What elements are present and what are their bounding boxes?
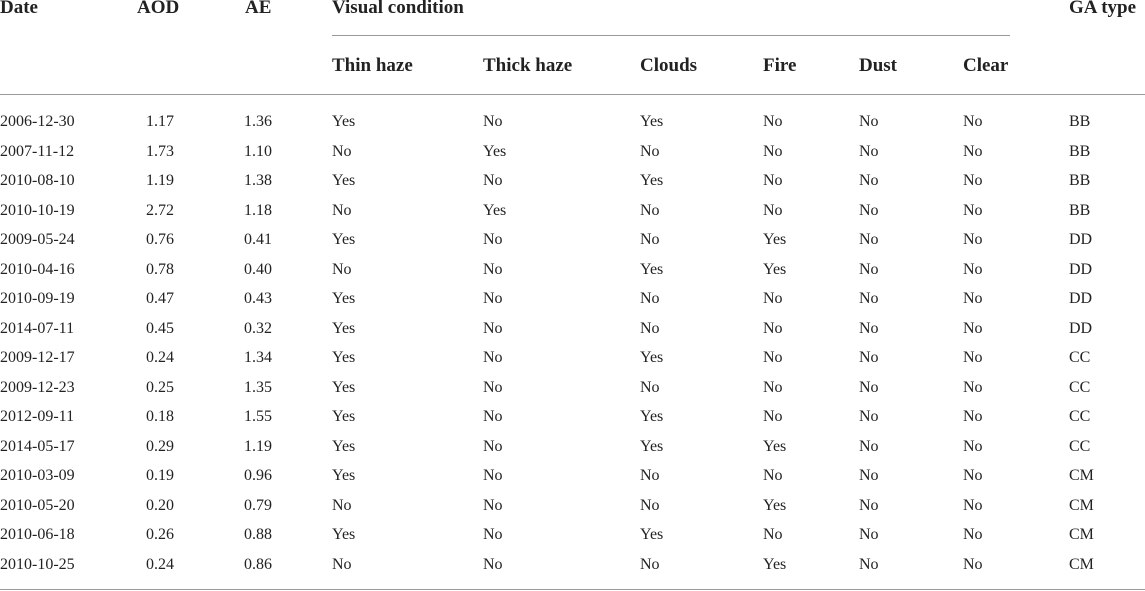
cell-fire: No: [763, 201, 783, 219]
cell-dust: No: [859, 113, 879, 130]
cell-aod: 0.25: [146, 378, 174, 396]
cell-thin-haze: Yes: [332, 172, 356, 189]
table-row: [0, 196, 1145, 226]
cell-thick-haze: No: [483, 496, 503, 514]
table-row: [0, 255, 1145, 285]
cell-clouds: Yes: [640, 172, 664, 189]
cell-thick-haze: No: [483, 260, 503, 278]
cell-thick-haze: Yes: [483, 201, 507, 219]
cell-ga-type: CM: [1069, 555, 1094, 573]
cell-fire: No: [763, 142, 783, 160]
table-row: [0, 314, 1145, 344]
cell-clear: No: [963, 172, 983, 189]
table-row: [0, 461, 1145, 491]
cell-ga-type: DD: [1069, 319, 1093, 337]
cell-ae: 1.38: [244, 172, 272, 189]
cell-ga-type: BB: [1069, 172, 1091, 189]
cell-dust: No: [859, 290, 879, 307]
cell-ga-type: DD: [1069, 290, 1093, 307]
cell-ae: 0.86: [244, 555, 272, 573]
cell-aod: 0.47: [146, 290, 174, 307]
table-row: [0, 284, 1145, 314]
cell-clouds: Yes: [640, 349, 664, 366]
cell-clouds: No: [640, 201, 660, 219]
table-row: [0, 402, 1145, 432]
table-row: [0, 520, 1145, 550]
cell-ga-type: CM: [1069, 467, 1094, 484]
cell-dust: No: [859, 260, 879, 278]
cell-fire: Yes: [763, 555, 787, 573]
table-row: [0, 225, 1145, 255]
cell-clouds: Yes: [640, 408, 664, 425]
cell-thick-haze: No: [483, 408, 503, 425]
cell-ae: 0.79: [244, 496, 272, 514]
cell-clouds: No: [640, 142, 660, 160]
cell-clouds: No: [640, 496, 660, 514]
cell-thick-haze: No: [483, 172, 503, 189]
cell-dust: No: [859, 349, 879, 366]
cell-fire: No: [763, 349, 783, 366]
cell-dust: No: [859, 378, 879, 396]
cell-clear: No: [963, 201, 983, 219]
cell-thin-haze: Yes: [332, 437, 356, 455]
cell-ga-type: CC: [1069, 349, 1091, 366]
header-ae: AE: [245, 0, 272, 18]
cell-date: 2014-05-17: [0, 437, 75, 455]
cell-clear: No: [963, 142, 983, 160]
cell-ae: 1.35: [244, 378, 272, 396]
cell-clear: No: [963, 437, 983, 455]
cell-ga-type: CC: [1069, 437, 1091, 455]
cell-thin-haze: Yes: [332, 408, 356, 425]
cell-aod: 0.18: [146, 408, 174, 425]
cell-ae: 0.96: [244, 467, 272, 484]
table-row: [0, 343, 1145, 373]
cell-clear: No: [963, 319, 983, 337]
header-bottom-rule: [0, 94, 1145, 95]
cell-fire: Yes: [763, 437, 787, 455]
header-aod: AOD: [137, 0, 180, 18]
cell-ae: 0.32: [244, 319, 272, 337]
cell-date: 2010-06-18: [0, 526, 75, 543]
cell-date: 2010-05-20: [0, 496, 75, 514]
cell-clouds: Yes: [640, 437, 664, 455]
table-row: [0, 107, 1145, 137]
cell-aod: 0.24: [146, 349, 174, 366]
cell-thin-haze: Yes: [332, 113, 356, 130]
cell-dust: No: [859, 172, 879, 189]
header-thin-haze: Thin haze: [332, 55, 413, 76]
table-row: [0, 166, 1145, 196]
table-row: [0, 137, 1145, 167]
cell-date: 2012-09-11: [0, 408, 75, 425]
cell-dust: No: [859, 526, 879, 543]
cell-ga-type: CM: [1069, 496, 1094, 514]
cell-thick-haze: Yes: [483, 142, 507, 160]
header-date: Date: [0, 0, 38, 18]
cell-ga-type: CC: [1069, 408, 1091, 425]
table-row: [0, 373, 1145, 403]
cell-dust: No: [859, 142, 879, 160]
table-bottom-rule: [0, 589, 1145, 590]
cell-clear: No: [963, 113, 983, 130]
cell-ga-type: CC: [1069, 378, 1091, 396]
cell-thin-haze: No: [332, 260, 352, 278]
cell-fire: No: [763, 467, 783, 484]
header-visual-condition: Visual condition: [332, 0, 464, 18]
cell-date: 2014-07-11: [0, 319, 75, 337]
cell-thin-haze: No: [332, 201, 352, 219]
cell-aod: 0.26: [146, 526, 174, 543]
cell-date: 2010-04-16: [0, 260, 75, 278]
cell-clouds: Yes: [640, 526, 664, 543]
cell-thin-haze: Yes: [332, 467, 356, 484]
cell-clear: No: [963, 378, 983, 396]
cell-aod: 1.19: [146, 172, 174, 189]
cell-clear: No: [963, 349, 983, 366]
cell-thick-haze: No: [483, 437, 503, 455]
cell-clear: No: [963, 496, 983, 514]
cell-ae: 1.19: [244, 437, 272, 455]
table-row: [0, 491, 1145, 521]
cell-ae: 0.40: [244, 260, 272, 278]
cell-ga-type: DD: [1069, 231, 1093, 248]
cell-dust: No: [859, 319, 879, 337]
cell-ga-type: BB: [1069, 201, 1091, 219]
cell-aod: 1.73: [146, 142, 174, 160]
header-dust: Dust: [859, 55, 898, 76]
header-thick-haze: Thick haze: [483, 55, 573, 76]
cell-fire: No: [763, 290, 783, 307]
cell-fire: No: [763, 408, 783, 425]
cell-clear: No: [963, 260, 983, 278]
cell-ae: 0.43: [244, 290, 272, 307]
table-row: [0, 550, 1145, 580]
cell-dust: No: [859, 437, 879, 455]
cell-clouds: No: [640, 378, 660, 396]
cell-aod: 0.45: [146, 319, 174, 337]
cell-ga-type: BB: [1069, 142, 1091, 160]
cell-thick-haze: No: [483, 378, 503, 396]
cell-aod: 0.29: [146, 437, 174, 455]
cell-thin-haze: Yes: [332, 526, 356, 543]
header-clouds: Clouds: [640, 55, 698, 76]
cell-fire: No: [763, 319, 783, 337]
cell-dust: No: [859, 555, 879, 573]
cell-fire: No: [763, 378, 783, 396]
cell-date: 2009-05-24: [0, 231, 75, 248]
cell-ae: 1.10: [244, 142, 272, 160]
cell-ga-type: BB: [1069, 113, 1091, 130]
cell-clear: No: [963, 231, 983, 248]
cell-clouds: Yes: [640, 260, 664, 278]
cell-dust: No: [859, 201, 879, 219]
header-fire: Fire: [763, 55, 797, 76]
cell-dust: No: [859, 467, 879, 484]
cell-thick-haze: No: [483, 555, 503, 573]
cell-thin-haze: Yes: [332, 378, 356, 396]
cell-ae: 1.36: [244, 113, 272, 130]
cell-thin-haze: No: [332, 142, 352, 160]
cell-ae: 1.34: [244, 349, 272, 366]
cell-aod: 0.24: [146, 555, 174, 573]
cell-date: 2010-09-19: [0, 290, 75, 307]
cell-thick-haze: No: [483, 231, 503, 248]
cell-thin-haze: No: [332, 555, 352, 573]
cell-clear: No: [963, 555, 983, 573]
header-clear: Clear: [963, 55, 1009, 76]
cell-thick-haze: No: [483, 113, 503, 130]
cell-fire: Yes: [763, 231, 787, 248]
cell-date: 2010-10-25: [0, 555, 75, 573]
cell-thick-haze: No: [483, 526, 503, 543]
cell-clouds: No: [640, 231, 660, 248]
cell-ga-type: DD: [1069, 260, 1093, 278]
cell-thick-haze: No: [483, 290, 503, 307]
cell-ae: 1.18: [244, 201, 272, 219]
cell-fire: No: [763, 526, 783, 543]
cell-date: 2010-10-19: [0, 201, 75, 219]
cell-date: 2010-08-10: [0, 172, 75, 189]
cell-thin-haze: Yes: [332, 231, 356, 248]
cell-thick-haze: No: [483, 467, 503, 484]
cell-clouds: No: [640, 290, 660, 307]
header-ga-type: GA type: [1069, 0, 1137, 18]
cell-aod: 0.76: [146, 231, 174, 248]
cell-thin-haze: Yes: [332, 319, 356, 337]
table-row: [0, 432, 1145, 462]
cell-clouds: No: [640, 467, 660, 484]
cell-aod: 0.20: [146, 496, 174, 514]
cell-ga-type: CM: [1069, 526, 1094, 543]
cell-aod: 0.78: [146, 260, 174, 278]
cell-aod: 1.17: [146, 113, 174, 130]
cell-thin-haze: Yes: [332, 290, 356, 307]
cell-clear: No: [963, 526, 983, 543]
cell-dust: No: [859, 408, 879, 425]
visual-condition-rule: [332, 35, 1010, 36]
cell-dust: No: [859, 231, 879, 248]
cell-thick-haze: No: [483, 349, 503, 366]
cell-thick-haze: No: [483, 319, 503, 337]
cell-clear: No: [963, 467, 983, 484]
cell-date: 2010-03-09: [0, 467, 75, 484]
cell-fire: No: [763, 113, 783, 130]
cell-fire: Yes: [763, 260, 787, 278]
cell-clouds: Yes: [640, 113, 664, 130]
cell-clear: No: [963, 290, 983, 307]
cell-clouds: No: [640, 319, 660, 337]
cell-date: 2006-12-30: [0, 113, 75, 130]
cell-clouds: No: [640, 555, 660, 573]
cell-ae: 0.88: [244, 526, 272, 543]
cell-ae: 0.41: [244, 231, 272, 248]
cell-dust: No: [859, 496, 879, 514]
cell-date: 2009-12-23: [0, 378, 75, 396]
cell-fire: No: [763, 172, 783, 189]
cell-aod: 0.19: [146, 467, 174, 484]
cell-clear: No: [963, 408, 983, 425]
cell-date: 2009-12-17: [0, 349, 75, 366]
cell-date: 2007-11-12: [0, 142, 75, 160]
cell-thin-haze: No: [332, 496, 352, 514]
cell-fire: Yes: [763, 496, 787, 514]
cell-aod: 2.72: [146, 201, 174, 219]
cell-ae: 1.55: [244, 408, 272, 425]
cell-thin-haze: Yes: [332, 349, 356, 366]
